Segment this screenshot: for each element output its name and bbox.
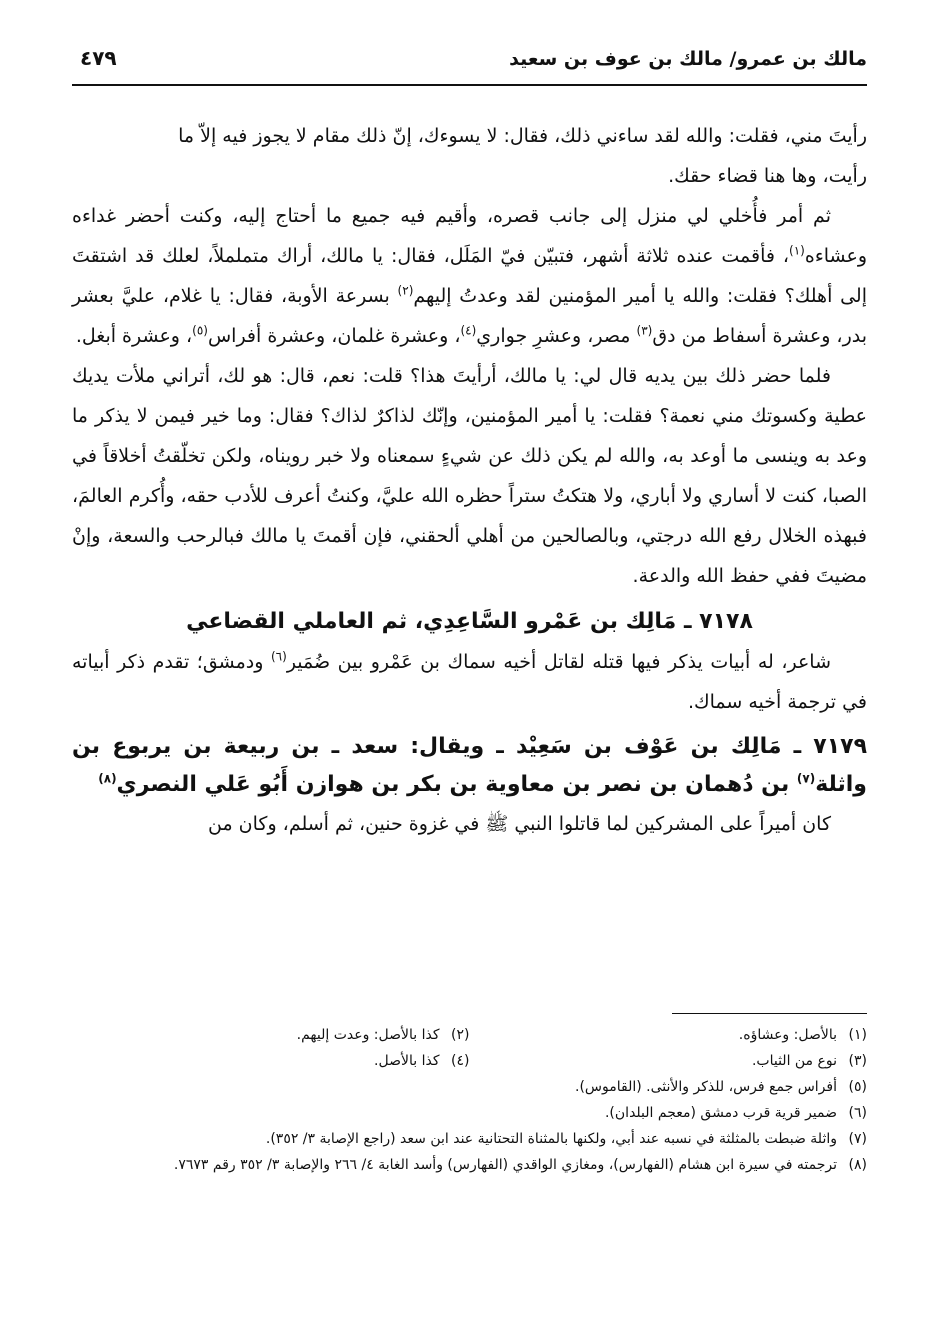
- paragraph-2-part-e: ، وعشرة غلمان، وعشرة أفراس: [207, 325, 461, 347]
- footnote-4: [72, 1048, 470, 1074]
- paragraph-1-line-1: رأيتَ مني، فقلت: والله لقد ساءني ذلك، فقال: لا يسوءك، إنّ ذلك مقام لا يجوز فيه إلاّ ما: [178, 125, 867, 147]
- footnote-7-text: واثلة ضبطت بالمثلثة في نسبه عند أبي، ولكنها بالمثناة التحتانية عند ابن سعد (راجع الإصابة ٣/ ٣٥٢).: [265, 1131, 837, 1147]
- footnote-2: [72, 1022, 470, 1048]
- footnote-8-mark: (٨): [848, 1157, 867, 1173]
- paragraph-1-line-2: رأيت، وها هنا قضاء حقك.: [668, 165, 867, 187]
- footnote-row-2: [72, 1048, 867, 1074]
- footnote-6-text: ضمير قرية قرب دمشق (معجم البلدان).: [604, 1105, 837, 1121]
- footnote-ref-2: (٢): [397, 283, 414, 298]
- footnote-6-mark: (٦): [848, 1105, 867, 1121]
- footnote-1-text: بالأصل: وعشاؤه.: [738, 1027, 837, 1043]
- footnote-5-text: أفراس جمع فرس، للذكر والأنثى. (القاموس).: [575, 1079, 837, 1095]
- footnote-8: [72, 1152, 867, 1178]
- footnote-ref-1: (١): [789, 243, 805, 258]
- footnote-ref-3: (٣): [636, 323, 653, 338]
- entry-7178-part-b: ودمشق؛ تقدم ذكر أبياته في ترجمة أخيه سماك.: [72, 651, 867, 713]
- footnote-2-mark: (٢): [451, 1027, 470, 1043]
- entry-7178-heading: ٧١٧٨ ـ مَالِك بن عَمْرو السَّاعِدِي، ثم العاملي القضاعي: [186, 609, 753, 634]
- main-text: [72, 116, 867, 844]
- paragraph-2-part-d: مصر، وعشرِ جواري: [476, 325, 637, 347]
- footnote-ref-8: (٨): [98, 771, 117, 786]
- entry-7178-part-a: شاعر، له أبيات يذكر فيها قتله لقاتل أخيه سماك بن عَمْرو بين ضُمَير: [286, 651, 832, 673]
- footnote-3-mark: (٣): [848, 1053, 867, 1069]
- paragraph-2-part-b: ، فأقمت عنده ثلاثة أشهر، فتبيّن فيّ المَلَل، فقال: يا مالك، أراك متململاً، لعلك قد اشتقتَ إلى أهلك؟ فقلت: والله يا أمير المؤمنين لقد وعدتُ إليهم: [72, 245, 867, 307]
- footnote-1: [470, 1022, 868, 1048]
- footnote-ref-5: (٥): [192, 323, 208, 338]
- entry-7178-text: [72, 642, 867, 722]
- footnote-5: [72, 1074, 867, 1100]
- entry-7179-heading-part-b: بن دُهمان بن نصر بن معاوية بن بكر بن هوازن أَبُو عَلي النصري: [116, 772, 797, 797]
- footnotes: [72, 1022, 867, 1178]
- footnote-ref-7: (٧): [796, 771, 816, 786]
- footnote-3: [470, 1048, 868, 1074]
- paragraph-2-part-f: ، وعشرة أبغل.: [75, 325, 193, 347]
- paragraph-2: [72, 196, 867, 356]
- paragraph-2-part-c: بسرعة الأوبة، فقال: يا غلام، عليَّ بعشر بدر، وعشرة أسفاط من دق: [72, 285, 867, 347]
- paragraph-2-part-a: ثم أمر فأُخلي لي منزل إلى جانب قصره، وأقيم فيه جميع ما أحتاج إليه، وكنت أحضر غداءه وعشاءه: [72, 205, 867, 267]
- entry-7179-heading: [72, 728, 867, 804]
- footnote-4-text: كذا بالأصل.: [374, 1053, 440, 1069]
- footnote-6: [72, 1100, 867, 1126]
- footnote-ref-4: (٤): [460, 323, 477, 338]
- footnote-7-mark: (٧): [848, 1131, 867, 1147]
- footnote-8-text: ترجمته في سيرة ابن هشام (الفهارس)، ومغازي الواقدي (الفهارس) وأسد الغابة ٤/ ٢٦٦ والإصابة ٣/ ٣٥٢ رقم ٧٦٧٣.: [173, 1157, 837, 1173]
- footnote-2-text: كذا بالأصل: وعدت إليهم.: [296, 1027, 440, 1043]
- footnote-separator: [672, 1013, 867, 1014]
- entry-7179-heading-part-a: ٧١٧٩ ـ مَالِك بن عَوْف بن سَعِيْد ـ ويقال: سعد ـ بن ربيعة بن يربوع بن واثلة: [72, 734, 867, 797]
- paragraph-3: فلما حضر ذلك بين يديه قال لي: يا مالك، أرأيتَ هذا؟ قلت: نعم، قال: هو لك، أتراني ملأت يديك عطية وكسوتك مني نعمة؟ فقلت: يا أمير المؤمنين، وإنّك لذاكرٌ لذاك؟ فقال: وما خير فيمن لا يذكر ما وعد به وينسى ما أوعد به، والله لم يكن ذلك عن شيءٍ سمعناه ولا خبر رويناه، ولكن تخلّقتُ أخلاقاً في الصبا، كنت لا أساري ولا أباري، ولا هتكتُ ستراً حظره الله عليَّ، وكنتُ أعرف للأدب حقه، وأُكرم العالمَ، فبهذه الخلال رفع الله درجتي، وبالصالحين من أهلي ألحقني، فإن أقمتَ يا مالك فبالرحب والسعة، وإنْ مضيتَ ففي حفظ الله والدعة.: [72, 365, 867, 587]
- paragraph-1: [72, 116, 867, 196]
- footnote-1-mark: (١): [848, 1027, 867, 1043]
- footnote-7: [72, 1126, 867, 1152]
- page-header: [72, 40, 867, 86]
- footnote-5-mark: (٥): [848, 1079, 867, 1095]
- page-number: ٤٧٩: [80, 46, 117, 70]
- entry-7179-text: كان أميراً على المشركين لما قاتلوا النبي ﷺ في غزوة حنين، ثم أسلم، وكان من: [208, 813, 831, 835]
- footnote-3-text: نوع من الثياب.: [751, 1053, 837, 1069]
- footnote-ref-6: (٦): [270, 649, 287, 664]
- running-title: مالك بن عمرو/ مالك بن عوف بن سعيد: [509, 48, 867, 70]
- footnote-row-1: [72, 1022, 867, 1048]
- footnote-4-mark: (٤): [451, 1053, 470, 1069]
